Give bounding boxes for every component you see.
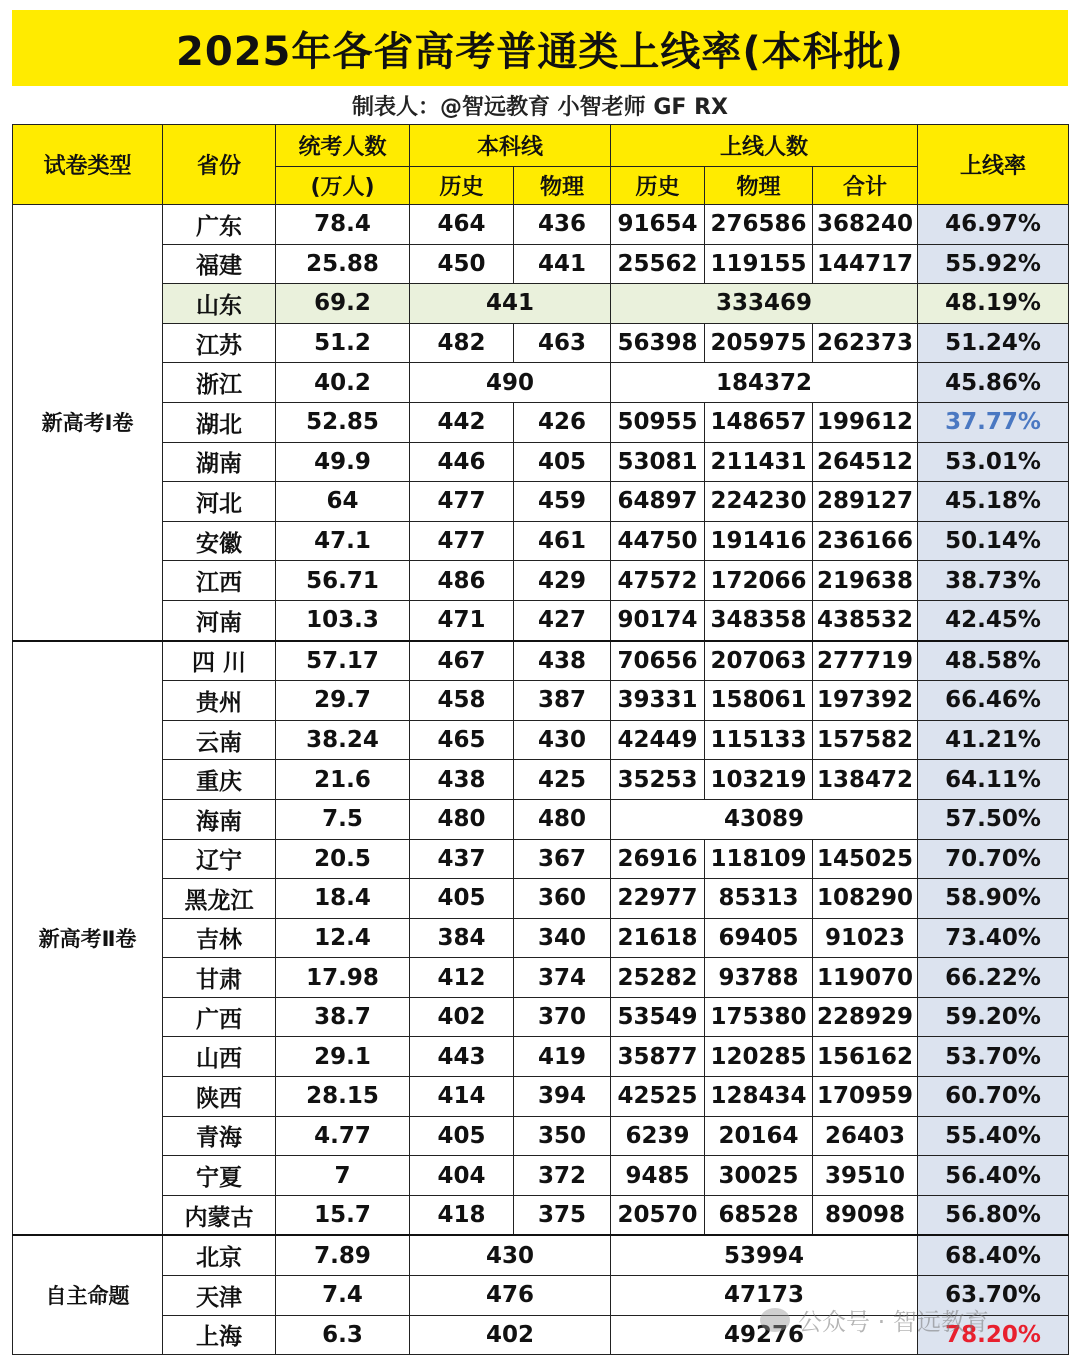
- passed-physics-cell: 93788: [705, 958, 813, 998]
- province-cell: 宁夏: [163, 1156, 276, 1196]
- passed-merged-cell: 47173: [611, 1276, 918, 1316]
- passed-history-cell: 47572: [611, 561, 705, 601]
- header-passed-physics: 物理: [705, 167, 813, 205]
- province-cell: 湖南: [163, 442, 276, 482]
- passed-merged-cell: 333469: [611, 284, 918, 324]
- rate-cell: 68.40%: [918, 1235, 1069, 1275]
- table-row: [13, 442, 1069, 482]
- exam-count-cell: 4.77: [276, 1116, 410, 1156]
- cutoff-history-cell: 404: [410, 1156, 514, 1196]
- cutoff-history-cell: 446: [410, 442, 514, 482]
- exam-count-cell: 28.15: [276, 1077, 410, 1117]
- rate-cell: 50.14%: [918, 521, 1069, 561]
- exam-count-cell: 25.88: [276, 244, 410, 284]
- header-rate: 上线率: [918, 125, 1069, 205]
- table-row: [13, 323, 1069, 363]
- province-cell: 天津: [163, 1276, 276, 1316]
- province-cell: 甘肃: [163, 958, 276, 998]
- passed-history-cell: 39331: [611, 681, 705, 721]
- rate-cell: 41.21%: [918, 720, 1069, 760]
- watermark-text: 公众号 · 智远教育: [798, 1308, 989, 1336]
- province-cell: 吉林: [163, 918, 276, 958]
- exam-count-cell: 51.2: [276, 323, 410, 363]
- table-row: [13, 561, 1069, 601]
- cutoff-history-cell: 437: [410, 839, 514, 879]
- passed-history-cell: 9485: [611, 1156, 705, 1196]
- province-cell: 内蒙古: [163, 1195, 276, 1235]
- cutoff-merged-cell: 441: [410, 284, 611, 324]
- passed-physics-cell: 20164: [705, 1116, 813, 1156]
- cutoff-history-cell: 418: [410, 1195, 514, 1235]
- rate-cell: 45.18%: [918, 482, 1069, 522]
- passed-total-cell: 264512: [813, 442, 918, 482]
- passed-total-cell: 39510: [813, 1156, 918, 1196]
- passed-history-cell: 42449: [611, 720, 705, 760]
- exam-count-cell: 20.5: [276, 839, 410, 879]
- province-cell: 安徽: [163, 521, 276, 561]
- passed-physics-cell: 115133: [705, 720, 813, 760]
- rate-cell: 56.40%: [918, 1156, 1069, 1196]
- cutoff-physics-cell: 459: [514, 482, 611, 522]
- exam-count-cell: 38.7: [276, 997, 410, 1037]
- cutoff-history-cell: 438: [410, 760, 514, 800]
- passed-physics-cell: 348358: [705, 600, 813, 640]
- cutoff-history-cell: 405: [410, 1116, 514, 1156]
- province-cell: 福建: [163, 244, 276, 284]
- table-row: [13, 1037, 1069, 1077]
- cutoff-history-cell: 442: [410, 402, 514, 442]
- table-row: [13, 997, 1069, 1037]
- exam-count-cell: 7: [276, 1156, 410, 1196]
- paper-type-cell: 自主命题: [13, 1235, 163, 1354]
- rate-cell: 37.77%: [918, 402, 1069, 442]
- passed-total-cell: 277719: [813, 641, 918, 681]
- passed-total-cell: 197392: [813, 681, 918, 721]
- cutoff-history-cell: 477: [410, 521, 514, 561]
- exam-count-cell: 18.4: [276, 879, 410, 919]
- exam-count-cell: 15.7: [276, 1195, 410, 1235]
- passed-history-cell: 22977: [611, 879, 705, 919]
- rate-cell: 56.80%: [918, 1195, 1069, 1235]
- table-row: [13, 521, 1069, 561]
- cutoff-physics-cell: 430: [514, 720, 611, 760]
- exam-count-cell: 103.3: [276, 600, 410, 640]
- table-row: [13, 839, 1069, 879]
- passed-history-cell: 42525: [611, 1077, 705, 1117]
- passed-total-cell: 289127: [813, 482, 918, 522]
- passed-history-cell: 44750: [611, 521, 705, 561]
- exam-count-cell: 7.5: [276, 799, 410, 839]
- cutoff-physics-cell: 463: [514, 323, 611, 363]
- exam-count-cell: 52.85: [276, 402, 410, 442]
- province-cell: 贵州: [163, 681, 276, 721]
- header-paper-type: 试卷类型: [13, 125, 163, 205]
- cutoff-physics-cell: 441: [514, 244, 611, 284]
- exam-count-cell: 17.98: [276, 958, 410, 998]
- rate-cell: 66.46%: [918, 681, 1069, 721]
- passed-history-cell: 25562: [611, 244, 705, 284]
- passed-physics-cell: 128434: [705, 1077, 813, 1117]
- table-maker-credit: 制表人：@智远教育 小智老师 GF RX: [352, 94, 728, 120]
- rate-cell: 42.45%: [918, 600, 1069, 640]
- exam-count-cell: 47.1: [276, 521, 410, 561]
- rate-cell: 51.24%: [918, 323, 1069, 363]
- cutoff-history-cell: 471: [410, 600, 514, 640]
- passed-total-cell: 438532: [813, 600, 918, 640]
- passed-physics-cell: 224230: [705, 482, 813, 522]
- table-row: [13, 879, 1069, 919]
- header-cutoff: 本科线: [410, 125, 611, 167]
- table-row: [13, 600, 1069, 640]
- passed-history-cell: 90174: [611, 600, 705, 640]
- rate-cell: 63.70%: [918, 1276, 1069, 1316]
- province-cell: 海南: [163, 799, 276, 839]
- page-title: 2025年各省高考普通类上线率(本科批): [176, 28, 904, 75]
- passed-total-cell: 156162: [813, 1037, 918, 1077]
- table-header: [13, 125, 1069, 205]
- exam-count-cell: 38.24: [276, 720, 410, 760]
- passed-history-cell: 64897: [611, 482, 705, 522]
- cutoff-physics-cell: 436: [514, 205, 611, 245]
- passed-total-cell: 91023: [813, 918, 918, 958]
- passed-physics-cell: 148657: [705, 402, 813, 442]
- passed-physics-cell: 205975: [705, 323, 813, 363]
- passed-physics-cell: 118109: [705, 839, 813, 879]
- exam-count-cell: 57.17: [276, 641, 410, 681]
- cutoff-physics-cell: 480: [514, 799, 611, 839]
- rate-cell: 55.92%: [918, 244, 1069, 284]
- passed-history-cell: 25282: [611, 958, 705, 998]
- exam-count-cell: 29.1: [276, 1037, 410, 1077]
- cutoff-physics-cell: 427: [514, 600, 611, 640]
- exam-count-cell: 7.89: [276, 1235, 410, 1275]
- rate-cell: 64.11%: [918, 760, 1069, 800]
- rate-cell: 59.20%: [918, 997, 1069, 1037]
- province-cell: 云南: [163, 720, 276, 760]
- passed-total-cell: 89098: [813, 1195, 918, 1235]
- cutoff-history-cell: 477: [410, 482, 514, 522]
- header-passed-total: 合计: [813, 167, 918, 205]
- cutoff-history-cell: 450: [410, 244, 514, 284]
- passed-physics-cell: 119155: [705, 244, 813, 284]
- passed-history-cell: 21618: [611, 918, 705, 958]
- exam-count-cell: 21.6: [276, 760, 410, 800]
- province-cell: 江西: [163, 561, 276, 601]
- cutoff-physics-cell: 387: [514, 681, 611, 721]
- table-row: [13, 641, 1069, 681]
- cutoff-physics-cell: 438: [514, 641, 611, 681]
- table-row: [13, 363, 1069, 403]
- cutoff-physics-cell: 372: [514, 1156, 611, 1196]
- passed-physics-cell: 211431: [705, 442, 813, 482]
- province-cell: 青海: [163, 1116, 276, 1156]
- rate-cell: 66.22%: [918, 958, 1069, 998]
- rate-cell: 73.40%: [918, 918, 1069, 958]
- cutoff-merged-cell: 490: [410, 363, 611, 403]
- admission-rate-table: [12, 124, 1069, 1355]
- passed-total-cell: 236166: [813, 521, 918, 561]
- table-row: [13, 799, 1069, 839]
- table-row: [13, 482, 1069, 522]
- passed-history-cell: 6239: [611, 1116, 705, 1156]
- exam-count-cell: 12.4: [276, 918, 410, 958]
- table-body: [13, 205, 1069, 1355]
- exam-count-cell: 64: [276, 482, 410, 522]
- passed-physics-cell: 120285: [705, 1037, 813, 1077]
- exam-count-cell: 6.3: [276, 1315, 410, 1355]
- passed-total-cell: 119070: [813, 958, 918, 998]
- rate-cell: 53.70%: [918, 1037, 1069, 1077]
- cutoff-physics-cell: 374: [514, 958, 611, 998]
- passed-merged-cell: 53994: [611, 1235, 918, 1275]
- passed-total-cell: 145025: [813, 839, 918, 879]
- cutoff-physics-cell: 394: [514, 1077, 611, 1117]
- passed-history-cell: 91654: [611, 205, 705, 245]
- passed-total-cell: 108290: [813, 879, 918, 919]
- rate-cell: 53.01%: [918, 442, 1069, 482]
- rate-cell: 46.97%: [918, 205, 1069, 245]
- passed-total-cell: 368240: [813, 205, 918, 245]
- province-cell: 河南: [163, 600, 276, 640]
- passed-physics-cell: 276586: [705, 205, 813, 245]
- table-row: [13, 284, 1069, 324]
- rate-cell: 45.86%: [918, 363, 1069, 403]
- province-cell: 四 川: [163, 641, 276, 681]
- header-passed-count: 上线人数: [611, 125, 918, 167]
- paper-type-cell: 新高考Ⅱ卷: [13, 641, 163, 1236]
- cutoff-history-cell: 467: [410, 641, 514, 681]
- province-cell: 浙江: [163, 363, 276, 403]
- province-cell: 河北: [163, 482, 276, 522]
- cutoff-history-cell: 458: [410, 681, 514, 721]
- cutoff-physics-cell: 405: [514, 442, 611, 482]
- province-cell: 山东: [163, 284, 276, 324]
- passed-total-cell: 219638: [813, 561, 918, 601]
- passed-history-cell: 70656: [611, 641, 705, 681]
- table-row: [13, 402, 1069, 442]
- passed-merged-cell: 184372: [611, 363, 918, 403]
- cutoff-physics-cell: 370: [514, 997, 611, 1037]
- passed-merged-cell: 49276: [611, 1315, 918, 1355]
- cutoff-history-cell: 402: [410, 997, 514, 1037]
- province-cell: 北京: [163, 1235, 276, 1275]
- passed-history-cell: 26916: [611, 839, 705, 879]
- passed-physics-cell: 68528: [705, 1195, 813, 1235]
- exam-count-cell: 40.2: [276, 363, 410, 403]
- province-cell: 江苏: [163, 323, 276, 363]
- cutoff-physics-cell: 429: [514, 561, 611, 601]
- province-cell: 广西: [163, 997, 276, 1037]
- cutoff-physics-cell: 461: [514, 521, 611, 561]
- table-row: [13, 205, 1069, 245]
- passed-history-cell: 20570: [611, 1195, 705, 1235]
- province-cell: 黑龙江: [163, 879, 276, 919]
- passed-total-cell: 138472: [813, 760, 918, 800]
- cutoff-history-cell: 486: [410, 561, 514, 601]
- passed-total-cell: 228929: [813, 997, 918, 1037]
- passed-physics-cell: 172066: [705, 561, 813, 601]
- passed-total-cell: 157582: [813, 720, 918, 760]
- header-cutoff-history: 历史: [410, 167, 514, 205]
- table-row: [13, 1116, 1069, 1156]
- cutoff-history-cell: 384: [410, 918, 514, 958]
- rate-cell: 70.70%: [918, 839, 1069, 879]
- cutoff-physics-cell: 340: [514, 918, 611, 958]
- cutoff-physics-cell: 360: [514, 879, 611, 919]
- table-row: [13, 1077, 1069, 1117]
- table-row: [13, 1156, 1069, 1196]
- paper-type-cell: 新高考Ⅰ卷: [13, 205, 163, 641]
- passed-physics-cell: 85313: [705, 879, 813, 919]
- cutoff-history-cell: 414: [410, 1077, 514, 1117]
- passed-physics-cell: 207063: [705, 641, 813, 681]
- cutoff-physics-cell: 350: [514, 1116, 611, 1156]
- rate-cell: 78.20%: [918, 1315, 1069, 1355]
- passed-total-cell: 262373: [813, 323, 918, 363]
- cutoff-history-cell: 412: [410, 958, 514, 998]
- table-row: [13, 244, 1069, 284]
- table-row: [13, 720, 1069, 760]
- rate-cell: 57.50%: [918, 799, 1069, 839]
- header-cutoff-physics: 物理: [514, 167, 611, 205]
- title-bar: [12, 10, 1068, 86]
- province-cell: 山西: [163, 1037, 276, 1077]
- rate-cell: 60.70%: [918, 1077, 1069, 1117]
- passed-physics-cell: 30025: [705, 1156, 813, 1196]
- passed-history-cell: 53081: [611, 442, 705, 482]
- table-row: [13, 918, 1069, 958]
- province-cell: 陕西: [163, 1077, 276, 1117]
- exam-count-cell: 69.2: [276, 284, 410, 324]
- rate-cell: 55.40%: [918, 1116, 1069, 1156]
- cutoff-history-cell: 482: [410, 323, 514, 363]
- province-cell: 上海: [163, 1315, 276, 1355]
- table-row: [13, 681, 1069, 721]
- table-row: [13, 1195, 1069, 1235]
- header-province: 省份: [163, 125, 276, 205]
- header-passed-history: 历史: [611, 167, 705, 205]
- passed-physics-cell: 158061: [705, 681, 813, 721]
- passed-total-cell: 26403: [813, 1116, 918, 1156]
- province-cell: 重庆: [163, 760, 276, 800]
- province-cell: 湖北: [163, 402, 276, 442]
- exam-count-cell: 7.4: [276, 1276, 410, 1316]
- cutoff-merged-cell: 476: [410, 1276, 611, 1316]
- cutoff-physics-cell: 367: [514, 839, 611, 879]
- cutoff-physics-cell: 426: [514, 402, 611, 442]
- passed-physics-cell: 103219: [705, 760, 813, 800]
- header-exam-count: 统考人数: [276, 125, 410, 167]
- table-row: [13, 1235, 1069, 1275]
- passed-history-cell: 35253: [611, 760, 705, 800]
- passed-total-cell: 144717: [813, 244, 918, 284]
- rate-cell: 58.90%: [918, 879, 1069, 919]
- cutoff-physics-cell: 425: [514, 760, 611, 800]
- exam-count-cell: 49.9: [276, 442, 410, 482]
- cutoff-merged-cell: 402: [410, 1315, 611, 1355]
- rate-cell: 48.58%: [918, 641, 1069, 681]
- table-row: [13, 1315, 1069, 1355]
- cutoff-physics-cell: 419: [514, 1037, 611, 1077]
- passed-history-cell: 53549: [611, 997, 705, 1037]
- cutoff-history-cell: 480: [410, 799, 514, 839]
- exam-count-cell: 29.7: [276, 681, 410, 721]
- passed-history-cell: 56398: [611, 323, 705, 363]
- passed-physics-cell: 191416: [705, 521, 813, 561]
- cutoff-physics-cell: 375: [514, 1195, 611, 1235]
- passed-total-cell: 170959: [813, 1077, 918, 1117]
- passed-physics-cell: 175380: [705, 997, 813, 1037]
- province-cell: 辽宁: [163, 839, 276, 879]
- cutoff-merged-cell: 430: [410, 1235, 611, 1275]
- province-cell: 广东: [163, 205, 276, 245]
- table-row: [13, 958, 1069, 998]
- cutoff-history-cell: 405: [410, 879, 514, 919]
- rate-cell: 38.73%: [918, 561, 1069, 601]
- passed-merged-cell: 43089: [611, 799, 918, 839]
- passed-history-cell: 35877: [611, 1037, 705, 1077]
- rate-cell: 48.19%: [918, 284, 1069, 324]
- cutoff-history-cell: 465: [410, 720, 514, 760]
- exam-count-cell: 56.71: [276, 561, 410, 601]
- table-row: [13, 1276, 1069, 1316]
- exam-count-cell: 78.4: [276, 205, 410, 245]
- passed-physics-cell: 69405: [705, 918, 813, 958]
- cutoff-history-cell: 443: [410, 1037, 514, 1077]
- table-row: [13, 760, 1069, 800]
- cutoff-history-cell: 464: [410, 205, 514, 245]
- header-exam-count-unit: (万人): [276, 167, 410, 205]
- passed-total-cell: 199612: [813, 402, 918, 442]
- passed-history-cell: 50955: [611, 402, 705, 442]
